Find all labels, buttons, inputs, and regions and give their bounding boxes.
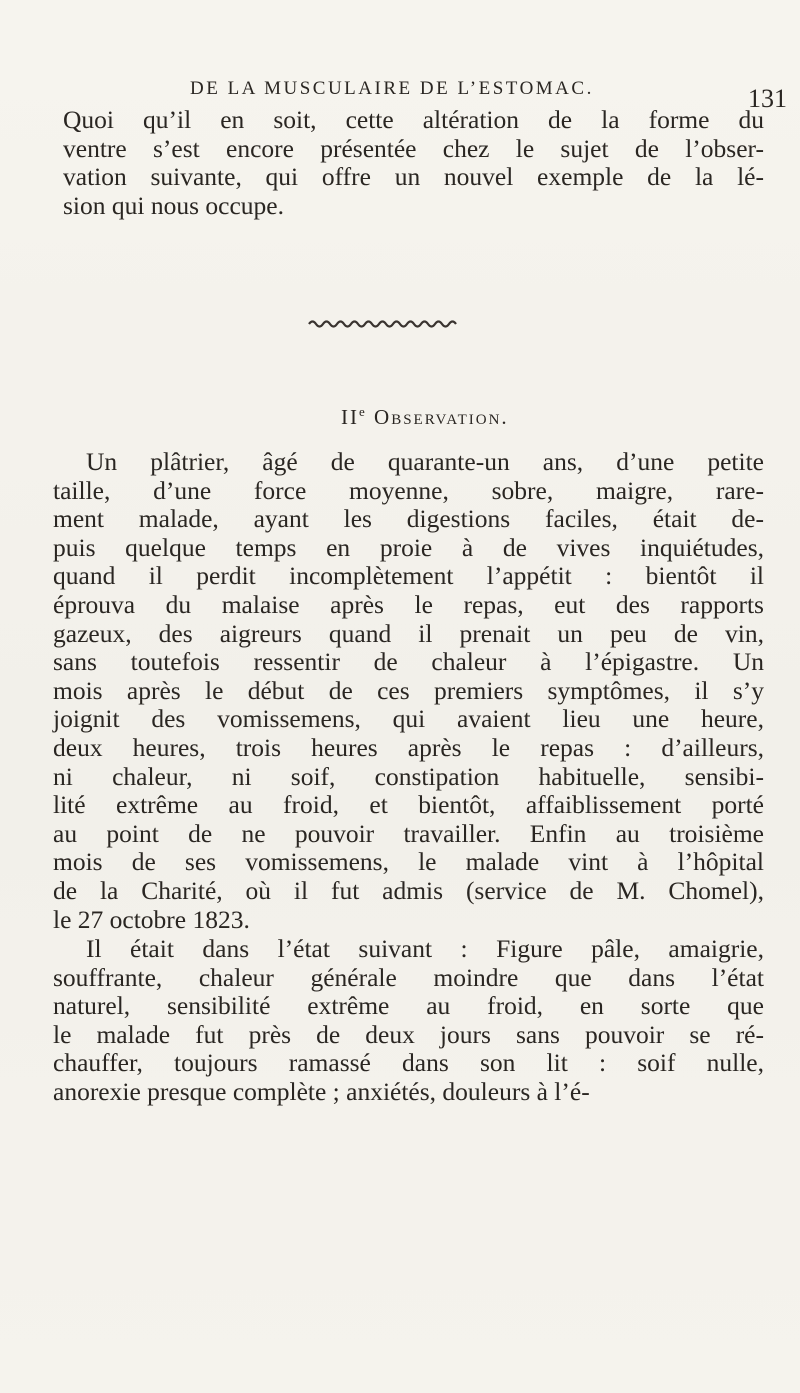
- text-line: Il était dans l’état suivant : Figure pâle, amaigrie,: [86, 934, 764, 963]
- text-line: le malade fut près de deux jours sans pouvoir se ré-: [53, 1019, 764, 1049]
- text-line: anorexie presque complète ; anxiétés, douleurs à l’é-: [53, 1077, 590, 1106]
- text-line: Quoi qu’il en soit, cette altération de la forme du: [63, 105, 764, 134]
- text-line: quand il perdit incomplètement l’appétit : bientôt il: [53, 561, 764, 591]
- text-line: le 27 octobre 1823.: [53, 904, 250, 934]
- text-line: souffrante, chaleur générale moindre que dans l’état: [53, 962, 764, 992]
- text-line: ventre s’est encore présentée chez le sujet de l’obser-: [63, 133, 764, 163]
- text-line: taille, d’une force moyenne, sobre, maigre, rare-: [53, 475, 764, 505]
- text-line: gazeux, des aigreurs quand il prenait un peu de vin,: [53, 618, 764, 648]
- page-number: 131: [748, 84, 787, 113]
- text-line: sion qui nous occupe.: [63, 190, 284, 220]
- text-line: mois après le début de ces premiers symptômes, il s’y: [53, 675, 764, 705]
- text-line: ment malade, ayant les digestions faciles, était de-: [53, 504, 764, 534]
- section-heading: IIe Observation.: [341, 404, 509, 429]
- running-head: DE LA MUSCULAIRE DE L’ESTOMAC.: [190, 78, 594, 99]
- text-line: éprouva du malaise après le repas, eut des rapports: [53, 590, 764, 619]
- text-line: puis quelque temps en proie à de vives inquiétudes,: [53, 532, 764, 562]
- text-line: ni chaleur, ni soif, constipation habituelle, sensibi-: [53, 761, 764, 791]
- text-line: sans toutefois ressentir de chaleur à l’épigastre. Un: [53, 647, 764, 677]
- text-line: lité extrême au froid, et bientôt, affaiblissement porté: [53, 790, 764, 820]
- text-line: au point de ne pouvoir travailler. Enfin au troisième: [53, 818, 764, 848]
- text-line: joignit des vomissemens, qui avaient lieu une heure,: [53, 704, 764, 734]
- text-line: deux heures, trois heures après le repas : d’ailleurs,: [53, 733, 764, 762]
- text-line: mois de ses vomissemens, le malade vint à l’hôpital: [53, 847, 764, 877]
- text-line: de la Charité, où il fut admis (service de M. Chomel),: [53, 876, 764, 905]
- ornament-divider: [307, 317, 462, 331]
- text-line: naturel, sensibilité extrême au froid, en sorte que: [53, 991, 764, 1021]
- text-line: Un plâtrier, âgé de quarante-un ans, d’une petite: [86, 447, 764, 476]
- text-line: vation suivante, qui offre un nouvel exemple de la lé-: [63, 162, 764, 192]
- text-line: chauffer, toujours ramassé dans son lit : soif nulle,: [53, 1048, 764, 1078]
